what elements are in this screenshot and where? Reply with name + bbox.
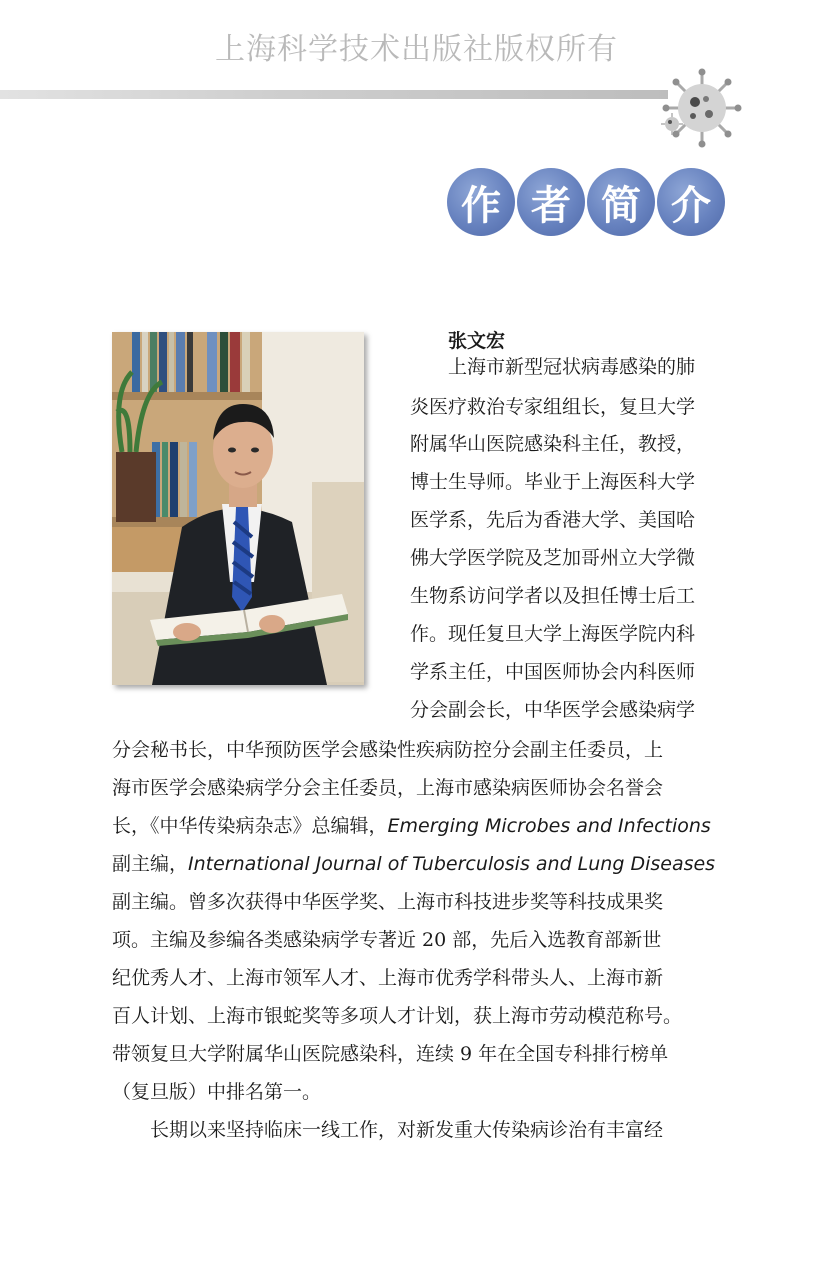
title-char-2: 者 xyxy=(517,168,585,236)
bio-line-2: 炎医疗救治专家组组长，复旦大学 xyxy=(410,396,696,418)
bio-line-12: 海市医学会感染病学分会主任委员，上海市感染病医师协会名誉会 xyxy=(112,777,664,799)
title-char-1: 作 xyxy=(447,168,515,236)
bio-line-5: 医学系，先后为香港大学、美国哈 xyxy=(410,509,696,531)
bio-text: 长，《中华传染病杂志》总编辑， xyxy=(112,815,388,837)
bio-line-3: 附属华山医院感染科主任，教授， xyxy=(410,433,696,455)
bio-line-6: 佛大学医学院及芝加哥州立大学微 xyxy=(410,547,696,569)
bio-line-8: 作。现任复旦大学上海医学院内科 xyxy=(410,623,696,645)
author-name: 张文宏 xyxy=(448,330,506,352)
bio-line-15: 副主编。曾多次获得中华医学奖、上海市科技进步奖等科技成果奖 xyxy=(112,891,664,913)
section-title xyxy=(447,168,725,236)
header-rule xyxy=(0,90,668,99)
bio-line-10: 分会副会长，中华医学会感染病学 xyxy=(410,699,696,721)
bio-line-18: 百人计划、上海市银蛇奖等多项人才计划，获上海市劳动模范称号。 xyxy=(112,1005,683,1027)
bio-line-14 xyxy=(112,851,715,877)
bio-line-11: 分会秘书长，中华预防医学会感染性疾病防控分会副主任委员，上 xyxy=(112,739,664,761)
bio-line-17: 纪优秀人才、上海市领军人才、上海市优秀学科带头人、上海市新 xyxy=(112,967,664,989)
journal-title: Emerging Microbes and Infections xyxy=(387,815,711,837)
bio-line-4: 博士生导师。毕业于上海医科大学 xyxy=(410,471,696,493)
watermark-text: 上海科学技术出版社版权所有 xyxy=(215,32,618,67)
bio-line-20: （复旦版）中排名第一。 xyxy=(112,1081,322,1103)
journal-title: International Journal of Tuberculosis and Lung Diseases xyxy=(188,853,716,875)
small-virus-icon xyxy=(660,112,684,136)
bio-line-9: 学系主任，中国医师协会内科医师 xyxy=(410,661,696,683)
virus-decoration-icon xyxy=(662,68,742,148)
bio-line-13 xyxy=(112,813,711,839)
bio-line-16: 项。主编及参编各类感染病学专著近 20 部，先后入选教育部新世 xyxy=(112,929,662,951)
bio-line-7: 生物系访问学者以及担任博士后工 xyxy=(410,585,696,607)
title-char-4: 介 xyxy=(657,168,725,236)
author-photo xyxy=(112,332,364,685)
bio-line-21: 长期以来坚持临床一线工作，对新发重大传染病诊治有丰富经 xyxy=(150,1119,664,1141)
title-char-3: 简 xyxy=(587,168,655,236)
bio-line-19: 带领复旦大学附属华山医院感染科，连续 9 年在全国专科排行榜单 xyxy=(112,1043,669,1065)
bio-line-1: 上海市新型冠状病毒感染的肺 xyxy=(448,356,696,378)
bio-text: 副主编， xyxy=(112,853,189,875)
